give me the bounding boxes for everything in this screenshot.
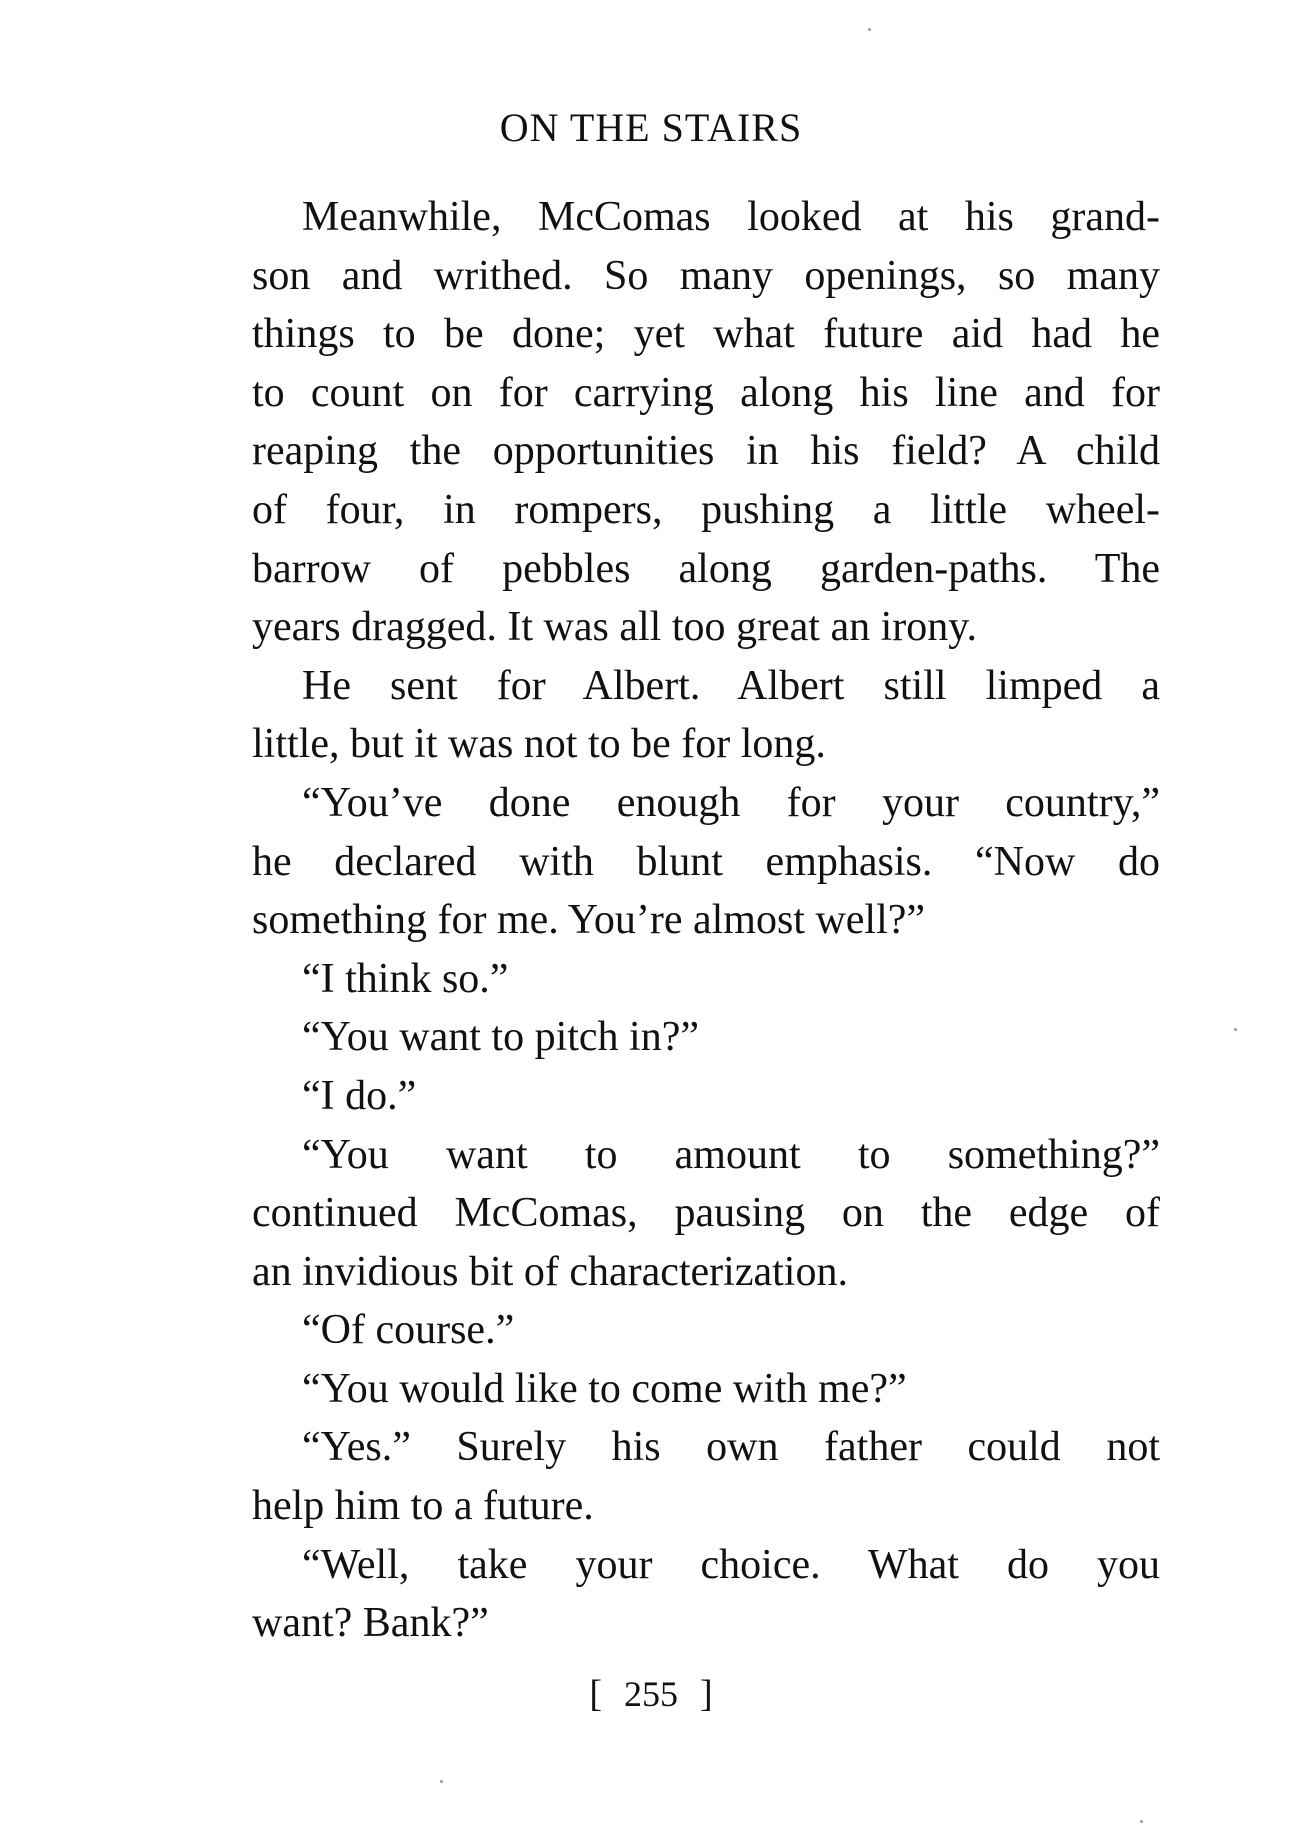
- text-line: things to be done; yet what future aid had he: [252, 311, 1160, 358]
- text-line: to count on for carrying along his line and for: [252, 369, 1160, 416]
- paragraph: [252, 1418, 1160, 1535]
- text-line: [252, 1067, 1160, 1126]
- text-line: [252, 1126, 1160, 1185]
- text-line: help him to a future.: [252, 1483, 594, 1530]
- text-line: he declared with blunt emphasis. “Now do: [252, 838, 1160, 885]
- text-line: [252, 657, 1160, 716]
- text-line: continued McComas, pausing on the edge of: [252, 1190, 1160, 1237]
- paragraph: [252, 1536, 1160, 1653]
- page-number: 255: [624, 1674, 678, 1714]
- text-line: [252, 1418, 1160, 1477]
- text-line: [252, 774, 1160, 833]
- page-folio: [0, 1664, 1302, 1724]
- paragraph: [252, 950, 1160, 1009]
- text-line-content: “You want to amount to something?”: [302, 1131, 1160, 1178]
- text-line: of four, in rompers, pushing a little wheel-: [252, 486, 1160, 533]
- text-line: [252, 950, 1160, 1009]
- paper-speck: [1234, 1028, 1237, 1031]
- text-line: years dragged. It was all too great an irony.: [252, 604, 978, 651]
- text-line-content: “You’ve done enough for your country,”: [302, 779, 1160, 826]
- paragraph: [252, 188, 1160, 657]
- paper-speck: [1140, 1820, 1143, 1823]
- paragraph: [252, 1301, 1160, 1360]
- text-line: little, but it was not to be for long.: [252, 721, 826, 768]
- paragraph: [252, 1008, 1160, 1067]
- text-line-content: “Yes.” Surely his own father could not: [302, 1424, 1160, 1471]
- text-line-content: “Well, take your choice. What do you: [302, 1541, 1160, 1588]
- paragraph: [252, 1126, 1160, 1302]
- text-line-content: Meanwhile, McComas looked at his grand-: [302, 194, 1160, 240]
- paper-speck: [868, 28, 871, 31]
- text-line: reaping the opportunities in his field? A child: [252, 428, 1160, 475]
- body-text: [252, 188, 1160, 1653]
- text-line: [252, 1301, 1160, 1360]
- paragraph: [252, 1067, 1160, 1126]
- text-line: an invidious bit of characterization.: [252, 1248, 848, 1295]
- text-line-content: He sent for Albert. Albert still limped a: [302, 662, 1160, 709]
- text-line: something for me. You’re almost well?”: [252, 897, 926, 944]
- paper-speck: [440, 1780, 443, 1783]
- folio-open-bracket: [: [589, 1673, 602, 1715]
- text-line-content: “You want to pitch in?”: [302, 1014, 700, 1061]
- text-line-content: “I think so.”: [302, 955, 509, 1002]
- text-line-content: “I do.”: [302, 1072, 417, 1119]
- text-line-content: “Of course.”: [302, 1307, 515, 1354]
- text-line: [252, 1360, 1160, 1419]
- text-line: want? Bank?”: [252, 1600, 489, 1647]
- running-head: ON THE STAIRS: [499, 105, 803, 150]
- paragraph: [252, 774, 1160, 950]
- text-line: barrow of pebbles along garden-paths. The: [252, 545, 1160, 592]
- paragraph: [252, 1360, 1160, 1419]
- folio-close-bracket: ]: [700, 1673, 713, 1715]
- text-line: [252, 1008, 1160, 1067]
- paragraph: [252, 657, 1160, 774]
- text-line: [252, 1536, 1160, 1595]
- text-line: son and writhed. So many openings, so many: [252, 252, 1160, 299]
- text-line-content: “You would like to come with me?”: [302, 1365, 907, 1412]
- text-line: [252, 188, 1160, 247]
